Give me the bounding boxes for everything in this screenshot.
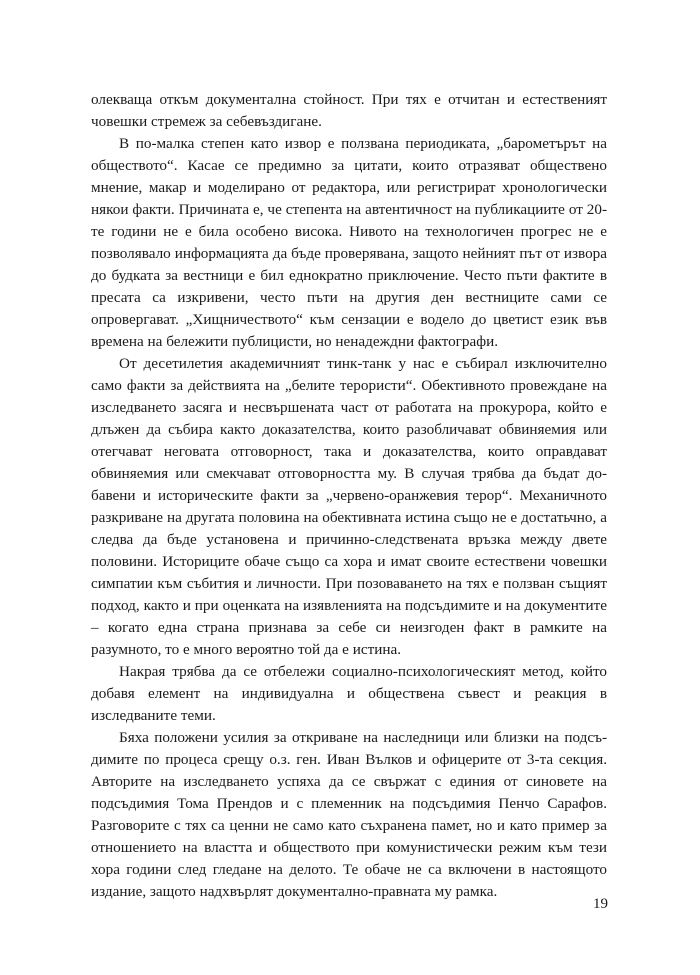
body-text (91, 89, 607, 903)
page-number: 19 (593, 896, 608, 912)
paragraph: От десетилетия академичният тинк-танк у нас е събирал изключително само факти за действията на „белите терористи“. Обективното провеждане на изследването засяга и несвършената част от работата на прокурора, който е длъжен да събира както доказателства, които разобличават обвиняемия или отегчават неговата отговорност, така и доказателства, които оправдават обвиняемия или смекчават отговорността му. В случая трябва да бъдат добавени и историческите факти за „червено-оранжевия терор“. Механичното разкриване на другата половина на обективната истина също не е достатьчно, а следва да бъде установена и причинно-следствената връзка между двете половини. Историците обаче също са хора и имат своите естествени човешки симпатии към събития и личности. При позоваването на тях е ползван същият подход, както и при оценката на изявленията на подсъдимите и на документите – когато една страна признава за себе си неизгоден факт в рамките на разумното, то е много вероятно той да е истина. (91, 355, 607, 658)
paragraph-continuation: олекваща откъм документална стойност. При тях е отчитан и естественият човешки стремеж за себевъздигане. (91, 91, 607, 130)
paragraph: В по-малка степен като извор е ползвана периодиката, „барометърът на обществото“. Касае се предимно за цитати, които отразяват обществено мнение, макар и моделирано от редактора, или регистрират хронологически някои факти. Причината е, че степента на автентичност на публикациите от 20-те години не е била особено висока. Нивото на технологичен прогрес не е позволявало информацията да бъде проверявана, защото нейният път от извора до будката за вестници е бил еднократно приключение. Често пъти фактите в пресата са изкривени, често пъти на другия ден вестниците сами се опровергават. „Хищничеството“ към сензации е водело до цветист език във времена на бележити публицисти, но ненадеждни фактографи. (91, 135, 607, 350)
paragraph: Накрая трябва да се отбележи социално-психологическият метод, който добавя елемент на индивидуална и обществена съвест и реакция в изследваните теми. (91, 663, 607, 724)
paragraph: Бяха положени усилия за откриване на наследници или близки на подсъдимите по процеса срещу о.з. ген. Иван Вълков и офицерите от 3-та секция. Авторите на изследването успяха да се свържат с единия от синовете на подсъдимия Тома Прендов и с племенник на подсъдимия Пенчо Сарафов. Разговорите с тях са ценни не само като съхранена памет, но и като пример за отношението на властта и обществото при комунистически режим към тези хора години след гледане на делото. Те обаче не са включени в настоящото издание, защото надхвърлят документално-правната му рамка. (91, 729, 607, 900)
